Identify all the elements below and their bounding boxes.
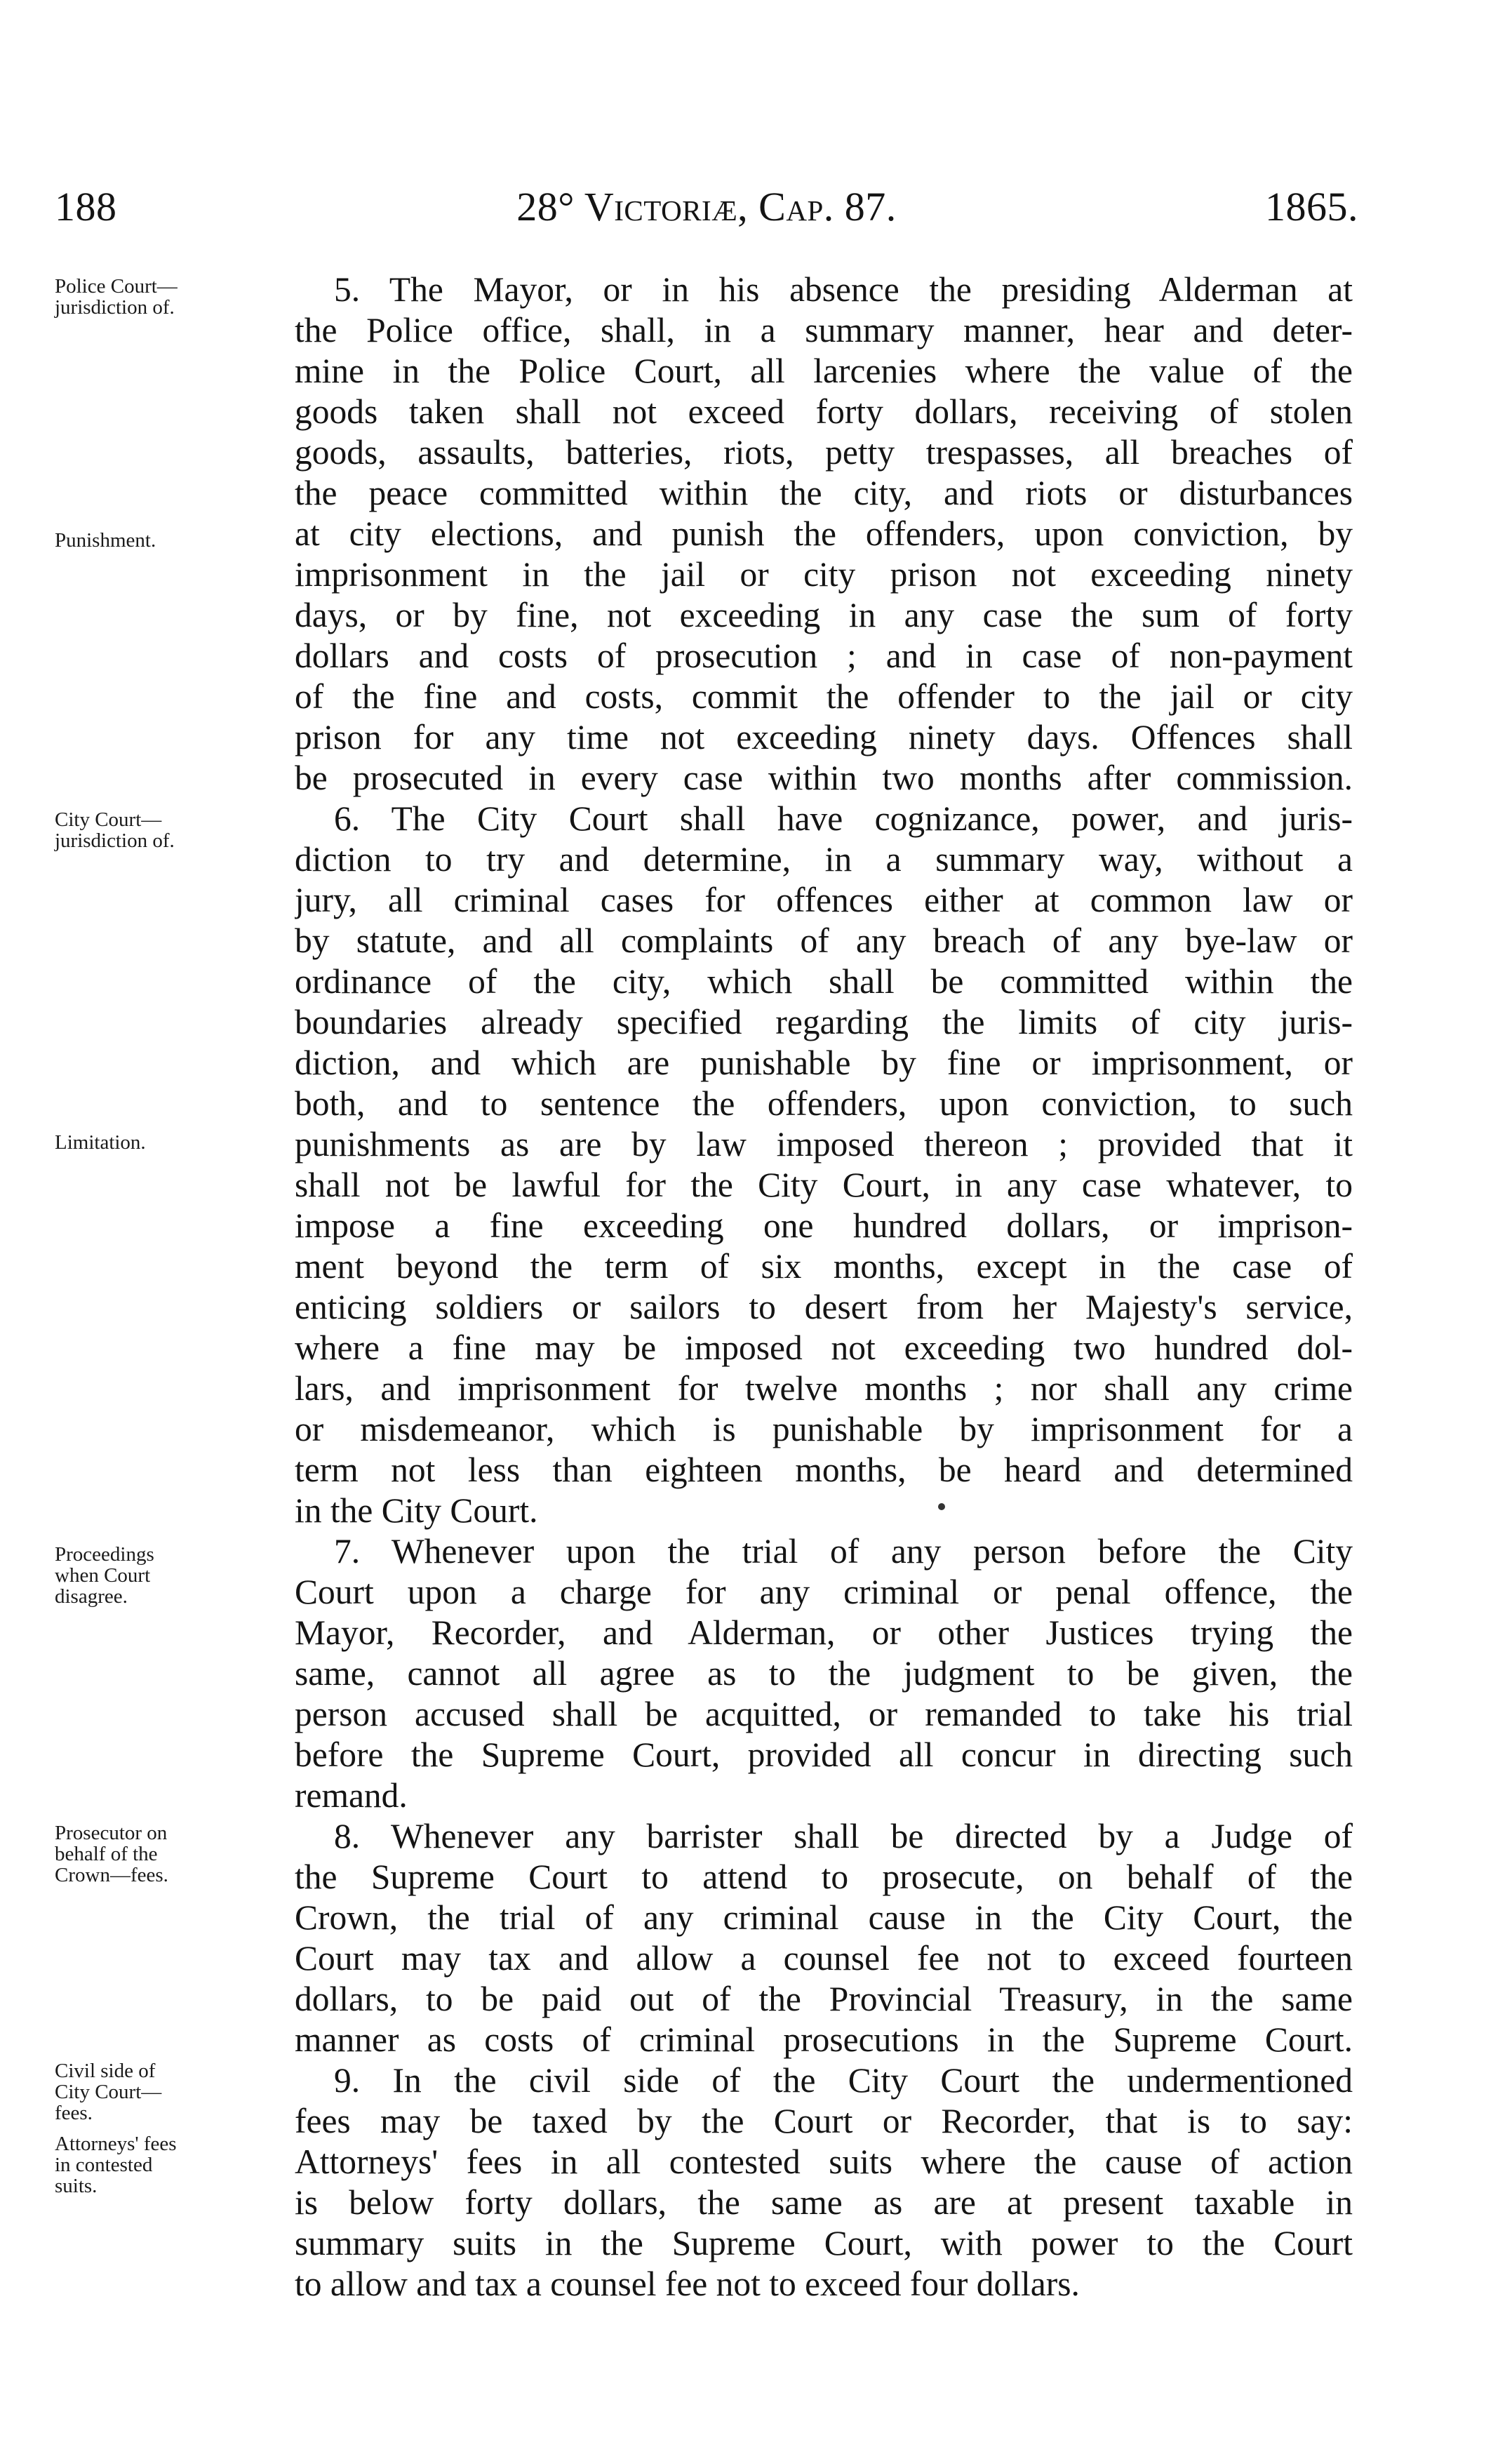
text-line: the peace committed within the city, and riots or disturbances <box>295 474 1353 512</box>
margin-note-proceedings: Proceedings when Court disagree. <box>55 1543 154 1608</box>
text-line: at city elections, and punish the offenders, upon conviction, by <box>295 514 1353 553</box>
text-line: both, and to sentence the offenders, upon conviction, to such <box>295 1084 1353 1123</box>
text-line: where a fine may be imposed not exceeding two hundred dol- <box>295 1328 1353 1367</box>
text-line: Attorneys' fees in all contested suits where the cause of action <box>295 2142 1353 2181</box>
text-line: dollars, to be paid out of the Provincial Treasury, in the same <box>295 1980 1353 2018</box>
text-line: diction to try and determine, in a summary way, without a <box>295 840 1353 879</box>
page-header <box>55 175 1358 239</box>
text-line: before the Supreme Court, provided all concur in directing such <box>295 1735 1353 1774</box>
text-line: Court may tax and allow a counsel fee not to exceed fourteen <box>295 1939 1353 1978</box>
text-line: manner as costs of criminal prosecutions in the Supreme Court. <box>295 2020 1353 2059</box>
text-line: days, or by fine, not exceeding in any case the sum of forty <box>295 596 1353 634</box>
text-line: to allow and tax a counsel fee not to exceed four dollars. <box>295 2265 1080 2303</box>
text-line: remand. <box>295 1776 408 1815</box>
text-line: 8. Whenever any barrister shall be directed by a Judge of <box>334 1817 1353 1855</box>
text-line: the Supreme Court to attend to prosecute, on behalf of the <box>295 1858 1353 1896</box>
text-line: is below forty dollars, the same as are at present taxable in <box>295 2183 1353 2222</box>
text-line: impose a fine exceeding one hundred dollars, or imprison- <box>295 1206 1353 1245</box>
text-line: 6. The City Court shall have cognizance, power, and juris- <box>334 799 1353 838</box>
text-line: the Police office, shall, in a summary manner, hear and deter- <box>295 311 1353 349</box>
text-line: goods, assaults, batteries, riots, petty trespasses, all breaches of <box>295 433 1353 472</box>
margin-note-attorneys-fees: Attorneys' fees in contested suits. <box>55 2133 177 2197</box>
section-6 <box>295 799 1353 1531</box>
text-line: mine in the Police Court, all larcenies where the value of the <box>295 352 1353 390</box>
margin-note-police-court: Police Court— jurisdiction of. <box>55 275 178 319</box>
statute-body <box>295 269 1353 2305</box>
text-line: Court upon a charge for any criminal or penal offence, the <box>295 1573 1353 1611</box>
text-line: imprisonment in the jail or city prison not exceeding ninety <box>295 555 1353 594</box>
text-line: jury, all criminal cases for offences either at common law or <box>295 881 1353 919</box>
section-7 <box>295 1531 1353 1816</box>
text-line: boundaries already specified regarding the limits of city juris- <box>295 1003 1353 1041</box>
text-line: be prosecuted in every case within two months after commission. <box>295 759 1353 797</box>
section-9 <box>295 2060 1353 2305</box>
text-line: of the fine and costs, commit the offender to the jail or city <box>295 677 1353 716</box>
text-line: Mayor, Recorder, and Alderman, or other Justices trying the <box>295 1613 1353 1652</box>
text-line: lars, and imprisonment for twelve months ; nor shall any crime <box>295 1369 1353 1408</box>
margin-note-civil-side: Civil side of City Court— fees. <box>55 2060 162 2124</box>
text-line: 5. The Mayor, or in his absence the presiding Alderman at <box>334 270 1353 309</box>
text-line: prison for any time not exceeding ninety days. Offences shall <box>295 718 1353 756</box>
section-8 <box>295 1816 1353 2060</box>
page-number: 188 <box>55 184 117 229</box>
margin-note-city-court: City Court— jurisdiction of. <box>55 808 175 852</box>
text-line: by statute, and all complaints of any breach of any bye-law or <box>295 921 1353 960</box>
text-line: summary suits in the Supreme Court, with power to the Court <box>295 2224 1353 2262</box>
text-line: enticing soldiers or sailors to desert from her Majesty's service, <box>295 1288 1353 1326</box>
text-line: ordinance of the city, which shall be committed within the <box>295 962 1353 1001</box>
text-line: term not less than eighteen months, be heard and determined <box>295 1451 1353 1489</box>
margin-note-punishment: Punishment. <box>55 529 156 552</box>
text-line: punishments as are by law imposed thereon ; provided that it <box>295 1125 1353 1164</box>
text-line: 9. In the civil side of the City Court the undermentioned <box>334 2061 1353 2100</box>
text-line: dollars and costs of prosecution ; and in case of non-payment <box>295 636 1353 675</box>
text-line: diction, and which are punishable by fine or imprisonment, or <box>295 1044 1353 1082</box>
text-line: shall not be lawful for the City Court, in any case whatever, to <box>295 1166 1353 1204</box>
text-line: person accused shall be acquitted, or remanded to take his trial <box>295 1695 1353 1733</box>
text-line: fees may be taxed by the Court or Recorder, that is to say: <box>295 2102 1353 2140</box>
section-5 <box>295 269 1353 799</box>
text-line: goods taken shall not exceed forty dollars, receiving of stolen <box>295 392 1353 431</box>
text-line: ment beyond the term of six months, except in the case of <box>295 1247 1353 1286</box>
text-line: same, cannot all agree as to the judgment to be given, the <box>295 1654 1353 1693</box>
running-title: 28° Victoriæ, Cap. 87. <box>516 184 897 229</box>
text-line: 7. Whenever upon the trial of any person before the City <box>334 1532 1353 1571</box>
header-year: 1865. <box>1265 184 1358 229</box>
text-line: in the City Court. <box>295 1491 538 1530</box>
text-line: or misdemeanor, which is punishable by imprisonment for a <box>295 1410 1353 1448</box>
text-line: Crown, the trial of any criminal cause in the City Court, the <box>295 1898 1353 1937</box>
margin-note-prosecutor: Prosecutor on behalf of the Crown—fees. <box>55 1822 168 1886</box>
margin-note-limitation: Limitation. <box>55 1131 146 1154</box>
